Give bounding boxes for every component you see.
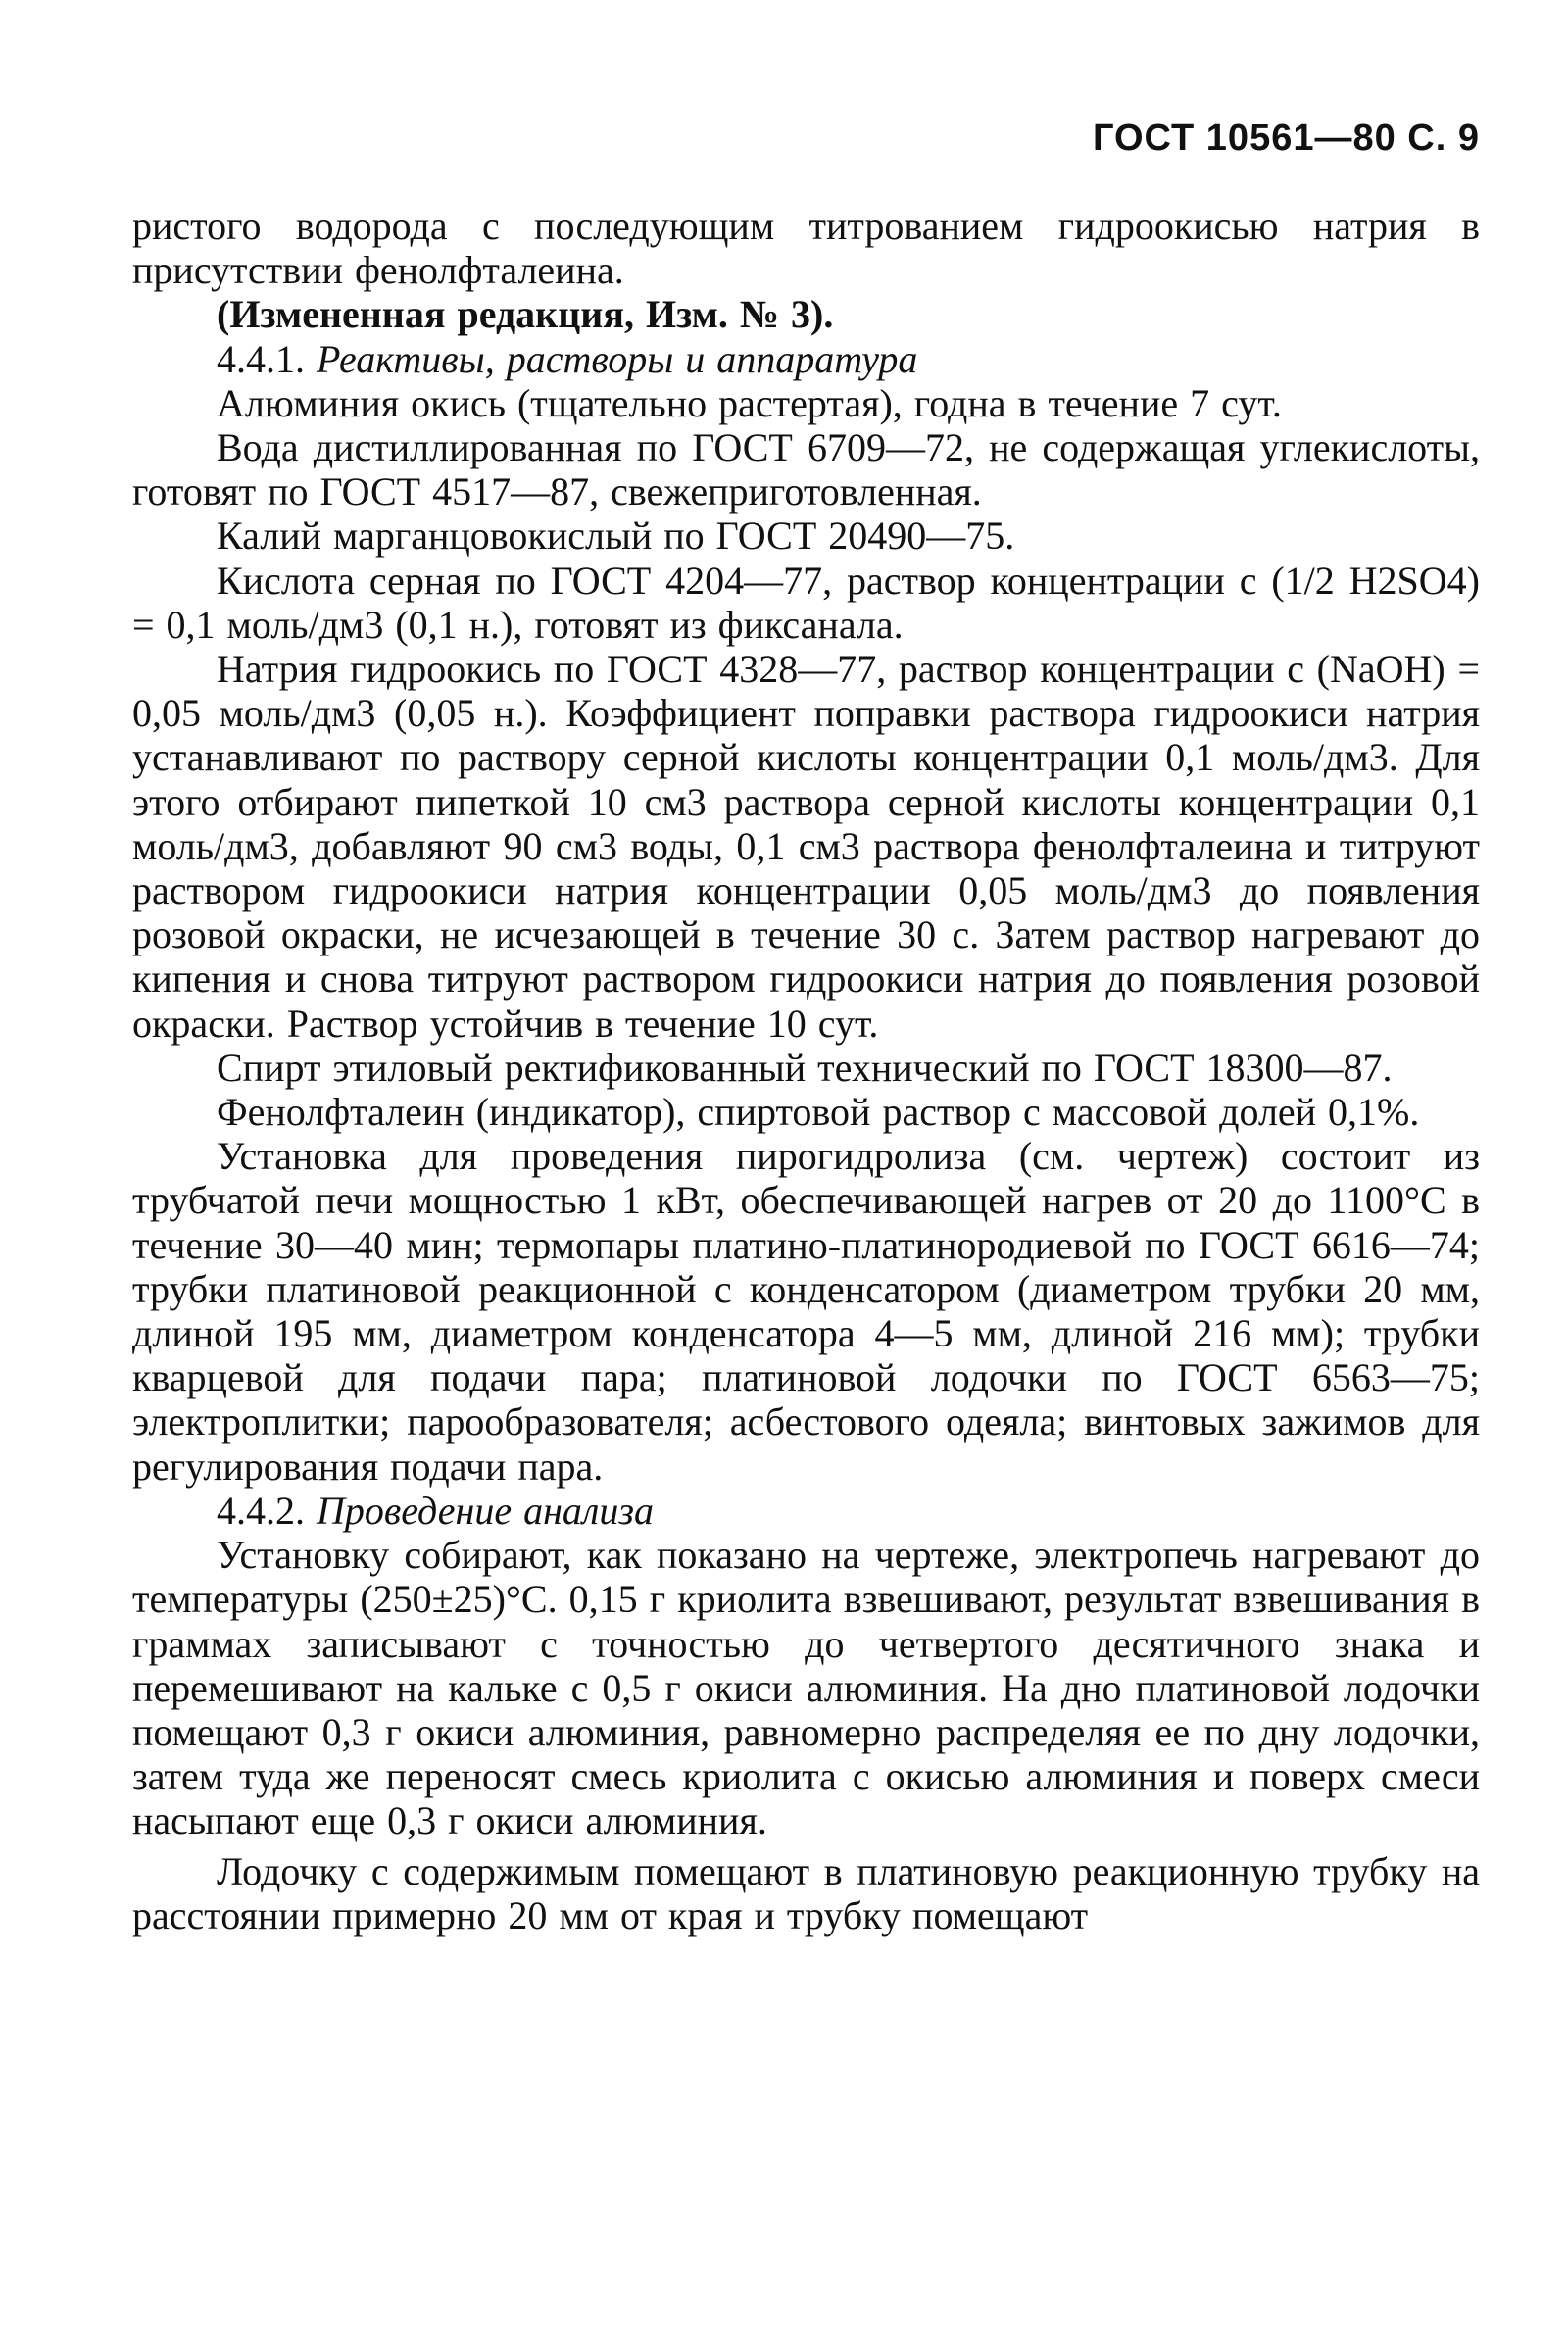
paragraph-phenolphthalein: Фенолфталеин (индикатор), спиртовой раствор с массовой долей 0,1%. (217, 1090, 1420, 1135)
paragraph-alumina: Алюминия окись (тщательно растертая), годна в течение 7 сут. (217, 380, 1282, 425)
running-head: ГОСТ 10561—80 С. 9 (1092, 118, 1480, 159)
section-heading-4-4-1 (132, 337, 1480, 381)
section-title: Реактивы, растворы и аппаратура (317, 336, 918, 381)
amendment-note: (Измененная редакция, Изм. № 3). (217, 292, 834, 337)
paragraph-apparatus: Установка для проведения пирогидролиза (см. чертеж) состоит из трубчатой печи мощностью 1 кВт, обеспечивающей нагрев от 20 до 1100°С в течение 30—40 мин; термопары платино-платинородиевой по ГОСТ 6616—74; трубки платиновой реакционной с конденсатором (диаметром трубки 20 мм, длиной 195 мм, диаметром конденсатора 4—5 мм, длиной 216 мм); трубки кварцевой для подачи пара; платиновой лодочки по ГОСТ 6563—75; электроплитки; парообразователя; асбестового одеяла; винтовых зажимов для регулирования подачи пара. (132, 1134, 1480, 1489)
section-title: Проведение анализа (317, 1488, 654, 1533)
paragraph-ethanol: Спирт этиловый ректификованный технический по ГОСТ 18300—87. (217, 1045, 1393, 1090)
paragraph-procedure: Установку собирают, как показано на чертеже, электропечь нагревают до температуры (250±25)°С. 0,15 г криолита взвешивают, результат взвешивания в граммах записывают с точностью до четвертого десятичного знака и перемешивают на кальке с 0,5 г окиси алюминия. На дно платиновой лодочки помещают 0,3 г окиси алюминия, равномерно распределяя ее по дну лодочки, затем туда же переносят смесь криолита с окисью алюминия и поверх смеси насыпают еще 0,3 г окиси алюминия. (132, 1533, 1480, 1843)
paragraph-sulfuric-acid: Кислота серная по ГОСТ 4204—77, раствор концентрации c (1/2 H2SO4) = 0,1 моль/дм3 (0,1 н.), готовят из фиксанала. (132, 558, 1480, 647)
section-number: 4.4.1. (217, 336, 317, 381)
paragraph-water: Вода дистиллированная по ГОСТ 6709—72, не содержащая углекислоты, готовят по ГОСТ 4517—87, свежеприготовленная. (132, 425, 1480, 514)
section-number: 4.4.2. (217, 1488, 317, 1533)
section-heading-4-4-2 (132, 1489, 1480, 1533)
paragraph-boat-placement: Лодочку с содержимым помещают в платиновую реакционную трубку на расстоянии примерно 20 мм от края и трубку помещают (132, 1848, 1480, 1937)
document-body (132, 204, 1480, 1937)
paragraph-sodium-hydroxide: Натрия гидроокись по ГОСТ 4328—77, раствор концентрации c (NaOH) = 0,05 моль/дм3 (0,05 н.). Коэффициент поправки раствора гидроокиси натрия устанавливают по раствору серной кислоты концентрации 0,1 моль/дм3. Для этого отбирают пипеткой 10 см3 раствора серной кислоты концентрации 0,1 моль/дм3, добавляют 90 см3 воды, 0,1 см3 раствора фенолфталеина и титруют раствором гидроокиси натрия концентрации 0,05 моль/дм3 до появления розовой окраски, не исчезающей в течение 30 с. Затем раствор нагревают до кипения и снова титруют раствором гидроокиси натрия до появления розовой окраски. Раствор устойчив в течение 10 сут. (132, 647, 1480, 1046)
paragraph-continuation: ристого водорода с последующим титрованием гидроокисью натрия в присутствии фенолфталеина. (132, 204, 1480, 293)
paragraph-permanganate: Калий марганцовокислый по ГОСТ 20490—75. (217, 514, 1015, 559)
